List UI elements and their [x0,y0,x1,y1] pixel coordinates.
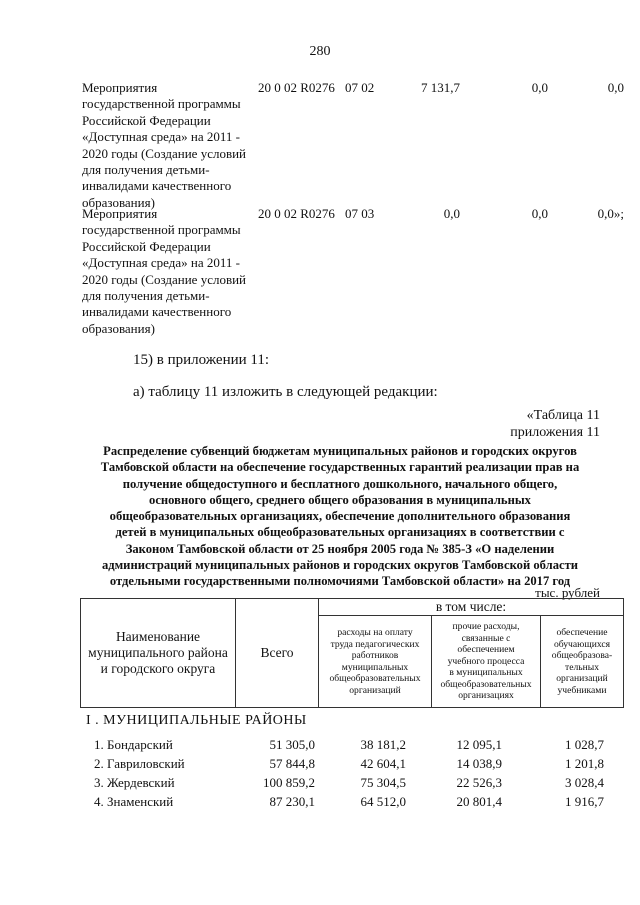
prev-row-value-1: 7 131,7 [421,80,460,95]
section-heading: I . МУНИЦИПАЛЬНЫЕ РАЙОНЫ [86,713,307,728]
table-row-total: 87 230,1 [269,794,315,809]
table-row-c: 1 028,7 [565,737,604,752]
prev-row-value-1: 0,0 [443,206,460,221]
table-row-a: 64 512,0 [360,794,406,809]
prev-row-value-3: 0,0 [607,80,624,95]
prev-row-section: 07 03 [345,206,375,221]
page-number: 280 [309,44,331,59]
table-row-total: 100 859,2 [263,775,315,790]
header-group: в том числе: [319,599,624,616]
prev-row-code: 20 0 02 R0276 [258,80,335,95]
table-row-total: 51 305,0 [269,737,315,752]
table-reference: «Таблица 11 приложения 11 [510,408,600,440]
table-title: Распределение субвенций бюджетам муниципальных районов и городских округов Тамбовской области на обеспечение государственных гарантий реализации прав на получение общедоступного и бесплатного дошкольного, начального общего, основного общего, среднего общего образования в муниципальных общеобразовательных организациях, обеспечение дополнительного образования детей в муниципальных общеобразовательных организациях в соответствии с Законом Тамбовской области от 25 ноября 2005 года № 385-З «О наделении администраций муниципальных районов и городских округов Тамбовской области отдельными государственными полномочиями Тамбовской области» на 2017 год [100,444,580,589]
header-total: Всего [236,599,319,708]
table-row-a: 38 181,2 [360,737,406,752]
table-row-b: 20 801,4 [456,794,502,809]
header-col-c: обеспечение обучающихся общеобразова- тельных организаций учебниками [541,616,624,708]
table-row-name: 4. Знаменский [94,794,174,809]
header-col-b: прочие расходы, связанные с обеспечением учебного процесса в муниципальных общеобразовательных организациях [432,616,541,708]
header-name: Наименование муниципального района и городского округа [81,599,236,708]
table-row-name: 3. Жердевский [94,775,175,790]
table-row-a: 75 304,5 [360,775,406,790]
table-row-a: 42 604,1 [360,756,406,771]
table-row-name: 2. Гавриловский [94,756,185,771]
units-label: тыс. рублей [535,585,600,600]
table-row-c: 1 201,8 [565,756,604,771]
prev-row-value-2: 0,0 [531,206,548,221]
prev-row-value-2: 0,0 [531,80,548,95]
prev-row-section: 07 02 [345,80,375,95]
prev-row-value-3: 0,0»; [597,206,624,221]
paragraph-15: 15) в приложении 11: [133,352,270,368]
prev-row-code: 20 0 02 R0276 [258,206,335,221]
header-col-a: расходы на оплату труда педагогических работников муниципальных общеобразовательных организаций [319,616,432,708]
table-header [80,598,624,708]
table-row-b: 22 526,3 [456,775,502,790]
table-row-total: 57 844,8 [269,756,315,771]
table-row-name: 1. Бондарский [94,737,173,752]
paragraph-a: а) таблицу 11 изложить в следующей редакции: [133,384,438,400]
table-row-b: 12 095,1 [456,737,502,752]
prev-row-name: Мероприятия государственной программы Российской Федерации «Доступная среда» на 2011 - 2020 годы (Создание условий для получения детьми- инвалидами качественного образования) [82,206,247,336]
table-row-c: 1 916,7 [565,794,604,809]
table-row-b: 14 038,9 [456,756,502,771]
prev-row-name: Мероприятия государственной программы Российской Федерации «Доступная среда» на 2011 - 2020 годы (Создание условий для получения детьми- инвалидами качественного образования) [82,80,247,210]
table-row-c: 3 028,4 [565,775,604,790]
